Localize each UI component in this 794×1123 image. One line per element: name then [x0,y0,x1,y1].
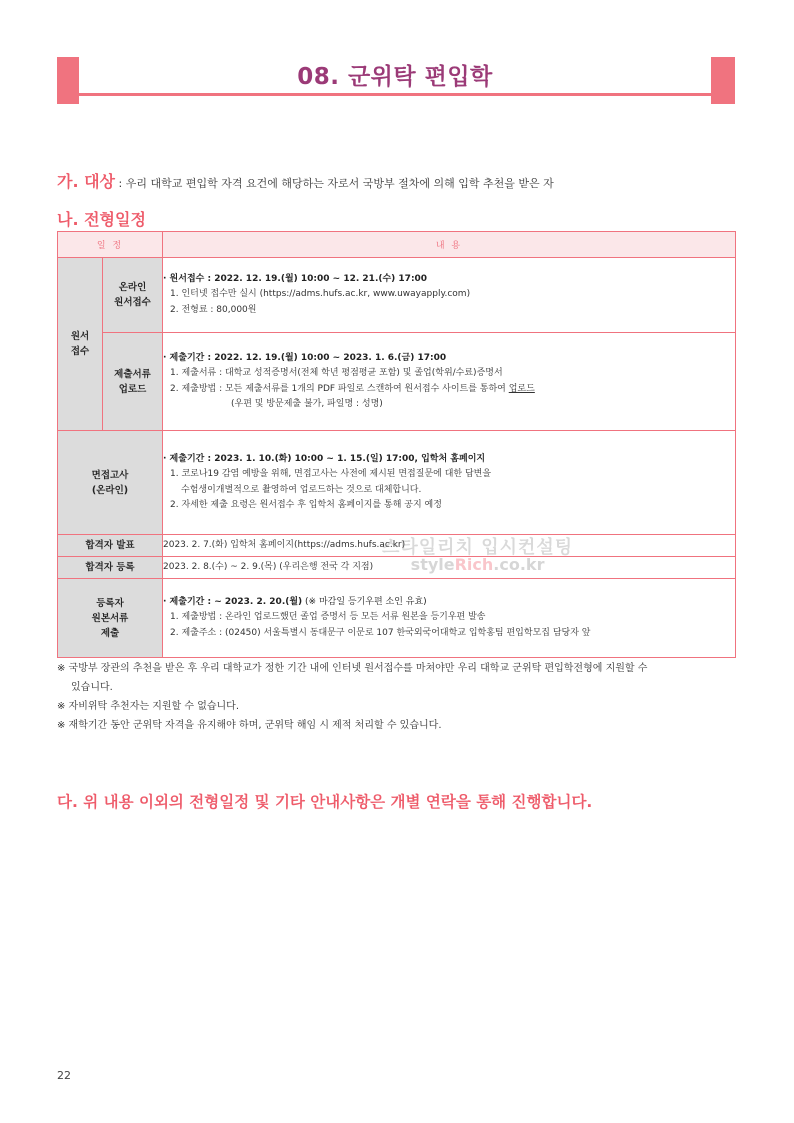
content-line: 2. 제출주소 : (02450) 서울특별시 동대문구 이문로 107 한국외국어대학교 입학홍팀 편입학모집 담당자 앞 [170,627,591,638]
table-row [58,333,736,431]
page-title: 08. 군위탁 편입학 [297,64,493,90]
notes [57,659,737,735]
row-label-interview: 면접고사 (온라인) [58,431,163,535]
row-label-original-documents: 등록자 원본서류 제출 [58,579,163,658]
watermark-line2: styleRich.co.kr [410,555,545,574]
header-underline [79,93,711,96]
table-row [58,431,736,535]
table-row [58,535,736,557]
schedule-table [57,231,736,658]
note-item-continued: 있습니다. [71,682,113,693]
section-target-heading: 가. 대상 [57,172,116,191]
row-label-announcement: 합격자 발표 [58,535,163,557]
row-content-interview [163,431,736,535]
row-content-registration: 2023. 2. 8.(수) ~ 2. 9.(목) (우리은행 전국 각 지점) [163,557,736,579]
row-group-application: 원서 접수 [58,258,103,431]
content-line: 2. 전형료 : 80,000원 [170,304,257,315]
content-line: (우편 및 방문제출 불가, 파일명 : 성명) [231,399,383,409]
content-line: 2. 제출방법 : 모든 제출서류를 1개의 PDF 파일로 스캔하여 원서접수 사이트를 통하여 업로드 [170,383,535,394]
row-content-original-documents [163,579,736,658]
content-title: · 제출기간 : 2022. 12. 19.(월) 10:00 ~ 2023. 1. 6.(금) 17:00 [163,352,447,363]
row-content-announcement: 2023. 2. 7.(화) 입학처 홈페이지(https://adms.hufs.ac.kr) [163,535,736,557]
section-schedule-heading: 나. 전형일정 [57,210,146,229]
note-item: ※ 재학기간 동안 군위탁 자격을 유지해야 하며, 군위탁 해임 시 제적 처리할 수 있습니다. [57,720,442,731]
table-row [58,579,736,658]
content-title: · 제출기간 : ~ 2023. 2. 20.(월) (※ 마감일 등기우편 소인 유효) [163,596,427,607]
content-line: 1. 인터넷 접수만 실시 (https://adms.hufs.ac.kr, www.uwayapply.com) [170,289,471,300]
table-row [58,258,736,333]
section-target-text: : 우리 대학교 편입학 자격 요건에 해당하는 자로서 국방부 절차에 의해 입학 추천을 받은 자 [115,177,554,190]
row-content-document-upload [163,333,736,431]
header-right-bar [711,57,735,104]
content-line: 수험생이개별적으로 촬영하여 업로드하는 것으로 대체합니다. [181,484,422,495]
header-left-bar [57,57,79,104]
row-label-document-upload: 제출서류 업로드 [103,333,163,431]
column-header-schedule: 일 정 [58,232,163,258]
section-other-info: 다. 위 내용 이외의 전형일정 및 기타 안내사항은 개별 연락을 통해 진행합니다. [57,793,593,811]
row-label-online-application: 온라인 원서접수 [103,258,163,333]
table-header-row [58,232,736,258]
content-title: · 제출기간 : 2023. 1. 10.(화) 10:00 ~ 1. 15.(일) 17:00, 입학처 홈페이지 [163,453,486,464]
content-line: 1. 제출서류 : 대학교 성적증명서(전체 학년 평점평균 포함) 및 졸업(학위/수료)증명서 [170,368,503,378]
watermark-line1: 스타일리치 입시컨설팅 [382,537,574,558]
row-label-registration: 합격자 등록 [58,557,163,579]
page-number: 22 [57,1069,71,1082]
row-content-online-application [163,258,736,333]
content-line: 1. 제출방법 : 온라인 업로드했던 졸업 증명서 등 모든 서류 원본을 등기우편 발송 [170,612,486,623]
table-row [58,557,736,579]
column-header-content: 내 용 [163,232,736,258]
content-line: 1. 코로나19 감염 예방을 위해, 면접고사는 사전에 제시된 면접질문에 대한 답변을 [170,469,492,479]
note-item: ※ 자비위탁 추천자는 지원할 수 없습니다. [57,701,240,712]
content-line: 2. 자세한 제출 요령은 원서접수 후 입학처 홈페이지를 통해 공지 예정 [170,500,442,510]
section-target [57,169,554,192]
content-title: · 원서접수 : 2022. 12. 19.(월) 10:00 ~ 12. 21.(수) 17:00 [163,273,428,284]
note-item: ※ 국방부 장관의 추천을 받은 후 우리 대학교가 정한 기간 내에 인터넷 원서접수를 마쳐야만 우리 대학교 군위탁 편입학전형에 지원할 수 [57,663,648,674]
